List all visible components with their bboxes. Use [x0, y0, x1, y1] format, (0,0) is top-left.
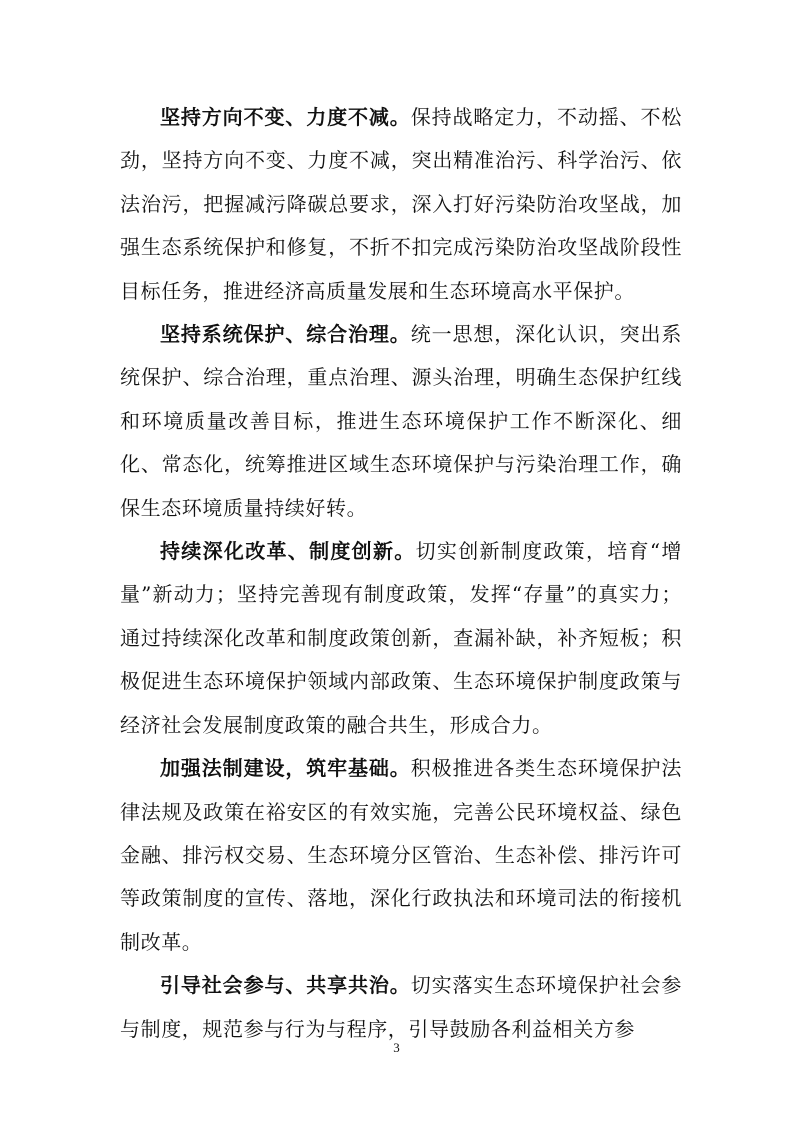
paragraph-heading: 持续深化改革、制度创新。	[160, 539, 416, 564]
paragraph	[120, 530, 682, 747]
paragraph-heading: 加强法制建设，筑牢基础。	[160, 756, 411, 781]
paragraph-text: 统一思想，深化认识，突出系统保护、综合治理，重点治理、源头治理，明确生态保护红线和环境质量改善目标，推进生态环境保护工作不断深化、细化、常态化，统筹推进区域生态环境保护与污染治理工作，确保生态环境质量持续好转。	[120, 322, 682, 520]
paragraph-text: 切实创新制度政策，培育“增量”新动力；坚持完善现有制度政策，发挥“存量”的真实力；通过持续深化改革和制度政策创新，查漏补缺，补齐短板；积极促进生态环境保护领域内部政策、生态环境保护制度政策与经济社会发展制度政策的融合共生，形成合力。	[120, 539, 683, 737]
paragraph-heading: 坚持系统保护、综合治理。	[160, 322, 411, 347]
paragraph	[120, 747, 682, 964]
paragraph-heading: 坚持方向不变、力度不减。	[160, 105, 411, 129]
body-text	[120, 96, 682, 1051]
paragraph-text: 积极推进各类生态环境保护法律法规及政策在裕安区的有效实施，完善公民环境权益、绿色金融、排污权交易、生态环境分区管治、生态补偿、排污许可等政策制度的宣传、落地，深化行政执法和环境司法的衔接机制改革。	[120, 756, 682, 954]
paragraph	[120, 313, 682, 530]
paragraph	[120, 96, 682, 313]
paragraph-heading: 引导社会参与、共享共治。	[160, 973, 411, 998]
paragraph-text: 保持战略定力，不动摇、不松劲，坚持方向不变、力度不减，突出精准治污、科学治污、依法治污，把握减污降碳总要求，深入打好污染防治攻坚战，加强生态系统保护和修复，不折不扣完成污染防治攻坚战阶段性目标任务，推进经济高质量发展和生态环境高水平保护。	[120, 105, 682, 303]
page-number: 3	[393, 1040, 400, 1055]
paragraph	[120, 964, 682, 1051]
paragraph-text: 切实落实生态环境保护社会参与制度，规范参与行为与程序，引导鼓励各利益相关方参	[120, 973, 682, 1041]
